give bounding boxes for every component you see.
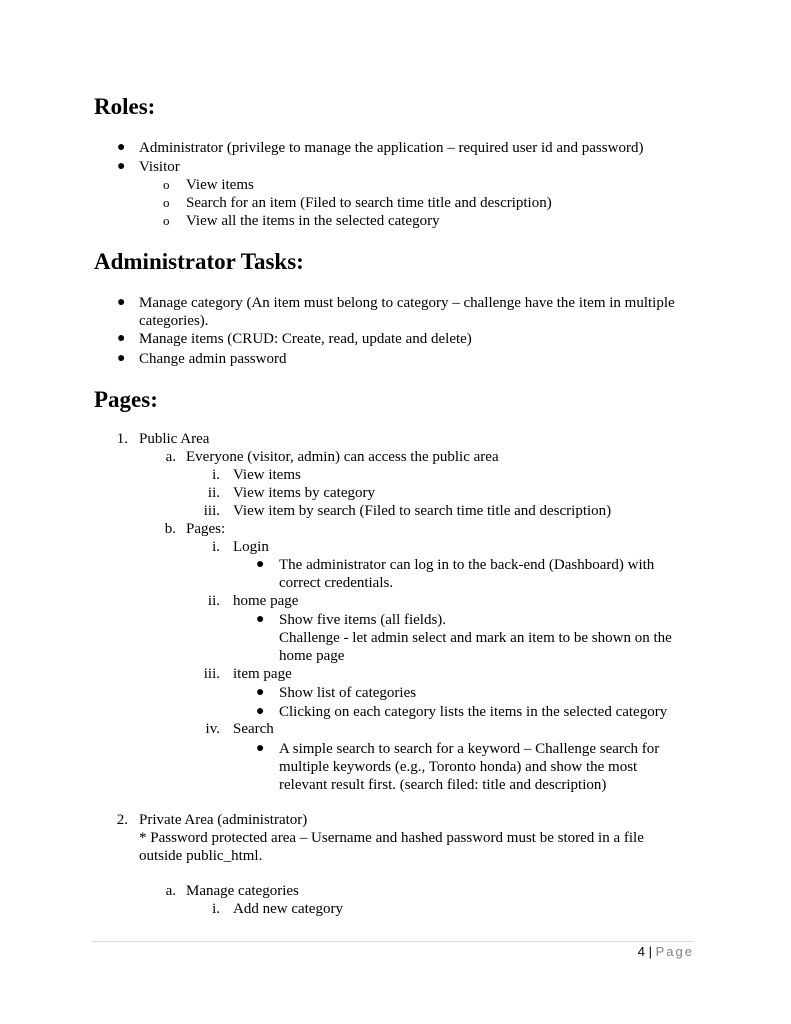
- login-description-continued: correct credentials.: [279, 575, 394, 591]
- public-pages-label: Pages:: [186, 521, 226, 537]
- home-page-label: home page: [233, 593, 299, 609]
- public-area-label: Public Area: [139, 431, 210, 447]
- search-description-continued: multiple keywords (e.g., Toronto honda) and show the most: [279, 759, 638, 775]
- page-separator: |: [648, 944, 652, 959]
- list-roman: iii.: [203, 666, 220, 682]
- circle-bullet-icon: o: [163, 195, 170, 210]
- bullet-icon: ●: [256, 741, 265, 756]
- visitor-item: View items: [186, 177, 254, 193]
- bullet-icon: ●: [117, 159, 126, 174]
- add-category-label: Add new category: [233, 901, 343, 917]
- item-page-description: Clicking on each category lists the items in the selected category: [279, 704, 668, 720]
- list-number: 1.: [116, 431, 128, 447]
- list-roman: ii.: [207, 593, 220, 609]
- list-roman: i.: [212, 539, 220, 555]
- visitor-item: View all the items in the selected category: [186, 213, 440, 229]
- list-roman: ii.: [207, 485, 220, 501]
- home-page-description: Show five items (all fields).: [279, 612, 447, 628]
- list-letter: a.: [165, 449, 176, 465]
- search-description-continued: relevant result first. (search filed: title and description): [279, 777, 607, 793]
- page-footer: [638, 944, 694, 960]
- page-word: Page: [655, 944, 694, 959]
- page-number: 4: [637, 944, 645, 959]
- login-description: The administrator can log in to the back-end (Dashboard) with: [279, 557, 655, 573]
- home-page-challenge-continued: home page: [279, 648, 345, 664]
- search-description: A simple search to search for a keyword – Challenge search for: [279, 741, 660, 757]
- bullet-icon: ●: [117, 331, 126, 346]
- private-area-note-continued: outside public_html.: [139, 848, 263, 864]
- roles-heading: Roles:: [94, 94, 156, 119]
- bullet-icon: ●: [256, 612, 265, 627]
- list-roman: iii.: [203, 503, 220, 519]
- bullet-icon: ●: [256, 557, 265, 572]
- bullet-icon: ●: [117, 140, 126, 155]
- pages-heading: Pages:: [94, 387, 158, 412]
- private-area-label: Private Area (administrator): [139, 812, 308, 828]
- bullet-icon: ●: [256, 685, 265, 700]
- public-access-item: View item by search (Filed to search time title and description): [233, 503, 612, 519]
- roles-item-administrator: Administrator (privilege to manage the application – required user id and password): [139, 140, 644, 156]
- list-letter: b.: [164, 521, 176, 537]
- list-roman: iv.: [205, 721, 220, 737]
- circle-bullet-icon: o: [163, 213, 170, 228]
- list-letter: a.: [165, 883, 176, 899]
- roles-item-visitor: Visitor: [139, 159, 180, 175]
- public-area-access: Everyone (visitor, admin) can access the public area: [186, 449, 499, 465]
- private-area-note: * Password protected area – Username and hashed password must be stored in a file: [139, 830, 644, 846]
- admin-task-item-continued: categories).: [139, 313, 209, 329]
- public-access-item: View items: [233, 467, 301, 483]
- item-page-description: Show list of categories: [279, 685, 417, 701]
- admin-task-item: Manage category (An item must belong to category – challenge have the item in multiple: [139, 295, 675, 311]
- manage-categories-label: Manage categories: [186, 883, 299, 899]
- admin-task-item: Manage items (CRUD: Create, read, update and delete): [139, 331, 472, 347]
- bullet-icon: ●: [117, 295, 126, 310]
- list-roman: i.: [212, 901, 220, 917]
- item-page-label: item page: [233, 666, 292, 682]
- search-label: Search: [233, 721, 274, 737]
- bullet-icon: ●: [256, 704, 265, 719]
- list-roman: i.: [212, 467, 220, 483]
- circle-bullet-icon: o: [163, 177, 170, 192]
- home-page-challenge: Challenge - let admin select and mark an item to be shown on the: [279, 630, 672, 646]
- public-access-item: View items by category: [233, 485, 375, 501]
- admin-task-item: Change admin password: [139, 351, 287, 367]
- footer-rule: [92, 941, 694, 942]
- list-number: 2.: [116, 812, 128, 828]
- login-label: Login: [233, 539, 269, 555]
- visitor-item: Search for an item (Filed to search time title and description): [186, 195, 552, 211]
- bullet-icon: ●: [117, 351, 126, 366]
- admin-tasks-heading: Administrator Tasks:: [94, 249, 304, 274]
